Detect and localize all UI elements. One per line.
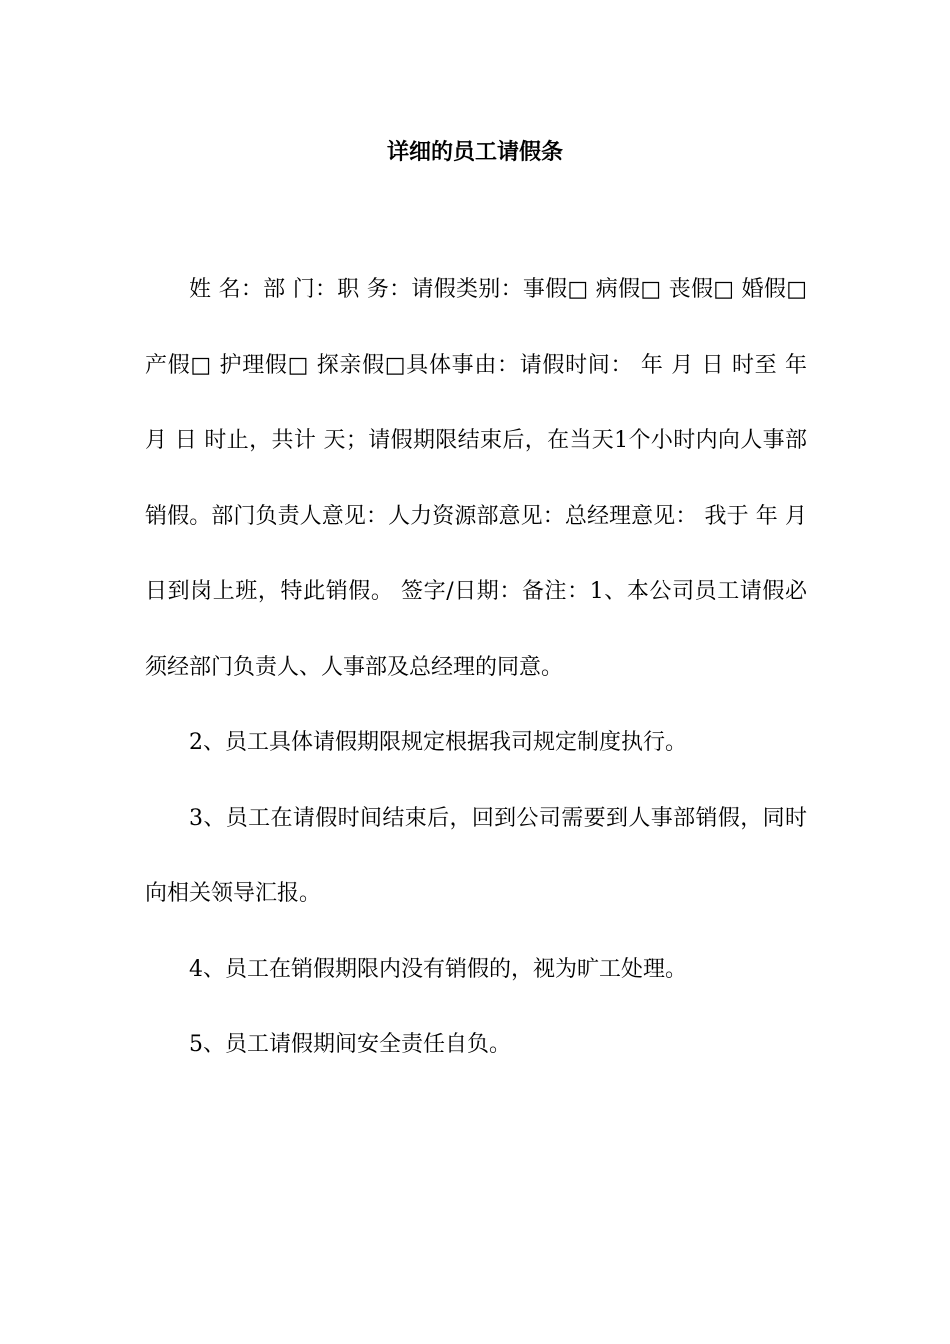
paragraph-note-5: 5、员工请假期间安全责任自负。 <box>189 1032 511 1057</box>
document-title: 详细的员工请假条 <box>386 140 563 165</box>
paragraph-note-4: 4、员工在销假期限内没有销假的，视为旷工处理。 <box>189 956 687 982</box>
paragraph-note-3: 3、员工在请假时间结束后，回到公司需要到人事部销假，同时向相关领导汇报。 <box>145 805 807 906</box>
paragraph-form-fields: 姓 名：部 门：职 务：请假类别：事假□ 病假□ 丧假□ 婚假□ 产假□ 护理假□ 探亲假□具体事由：请假时间： 年 月 日 时至 年 月 日 时止，共计 天；请假期限结束后，在当天1个小时内向人事部销假。部门负责人意见：人力资源部意见：总经理意见： 我于 年 月 日到岗上班，特此销假。 签字/日期：备注：1、本公司员工请假必须经部门负责人、人事部及总经理的同意。 <box>145 277 807 680</box>
paragraph-note-2: 2、员工具体请假期限规定根据我司规定制度执行。 <box>189 730 687 755</box>
document-body <box>145 252 807 1083</box>
